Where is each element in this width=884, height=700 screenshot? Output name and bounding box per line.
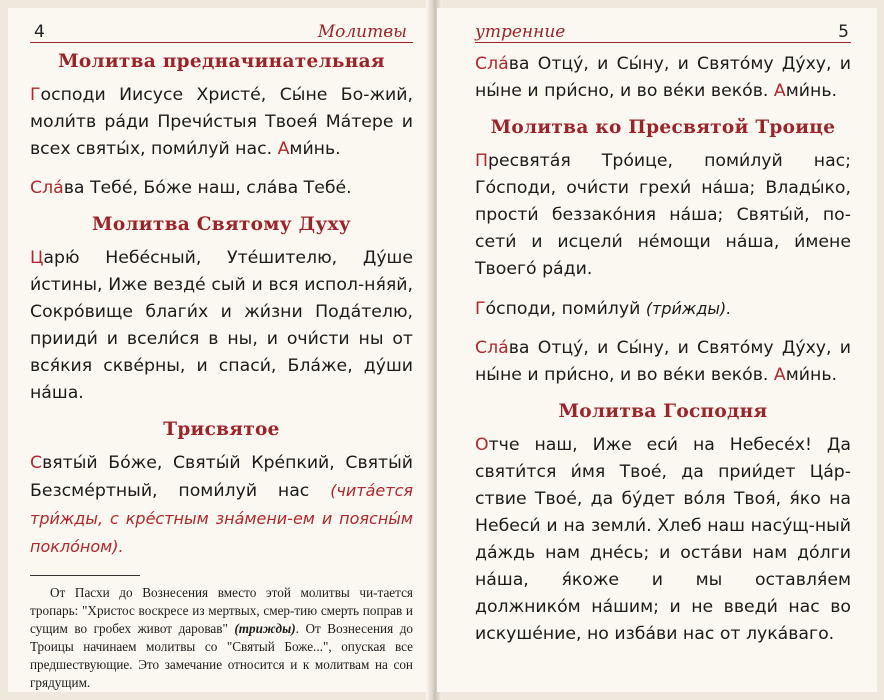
drop-cap: П <box>475 151 488 171</box>
heading-prayer-holy-spirit: Молитва Святому Духу <box>92 214 351 235</box>
footnote-text: От Пасхи до Вознесения вместо этой молитвы чи-тается тропарь: "Христос воскресе из мертвых, смер-тию смерть поправ и сущим во гробех живот даровав" <box>30 585 413 636</box>
paragraph-lords-prayer <box>475 432 851 648</box>
drop-cap: Ц <box>30 248 44 268</box>
paragraph-text: ресвята́я Тро́ице, поми́луй нас; Го́споди, очи́сти грехи́ на́ша; Влады́ко, прости́ беззако́ния на́ша; Святы́й, по-сети́ и исцели́ не́мощи на́ша, и́мене Твоего́ ра́ди. <box>475 151 851 279</box>
drop-cap: О <box>475 435 489 455</box>
heading-lords-prayer: Молитва Господня <box>558 401 768 422</box>
paragraph-glory-top <box>475 51 851 105</box>
paragraph-text: тче наш, Иже еси́ на Небесе́х! Да святи́тся и́мя Твое́, да прии́дет Ца́р-ствие Твое́, да бу́дет во́ля Твоя́, я́ко на Небеси́ и на земли́. Хлеб наш насу́щ-ный да́ждь нам дне́сь; и оста́ви нам до́лги на́ша, я́коже и мы оставля́ем должнико́м на́шим; и не введи́ нас во искуше́ние, но изба́ви нас от лука́ваго. <box>475 435 851 644</box>
paragraph-preliminary-2 <box>30 175 413 202</box>
footnote-emphasis: (трижды) <box>234 621 296 636</box>
drop-cap: А <box>773 365 786 385</box>
paragraph-text: ́ва Отцу́, и Сы́ну, и Свято́му Ду́ху, и ны́не и при́сно, и во ве́ки веко́в. <box>475 338 851 385</box>
heading-prayer-trinity: Молитва ко Пресвятой Троице <box>490 117 836 138</box>
footnote <box>30 584 413 692</box>
paragraph-text: ми́нь. <box>785 81 837 101</box>
drop-cap: А <box>773 81 786 101</box>
heading-trisagion: Трисвятое <box>163 419 280 440</box>
paragraph-text: ́ва Тебе́, Бо́же наш, сла́ва Тебе́. <box>63 178 352 198</box>
running-title-left: Молитвы <box>317 22 407 42</box>
heading-prayer-preliminary: Молитва предначинательная <box>58 51 385 72</box>
paragraph-text: ́ва Отцу́, и Сы́ну, и Свято́му Ду́ху, и ны́не и при́сно, и во ве́ки веко́в. <box>475 54 851 101</box>
page-number-right: 5 <box>838 22 849 42</box>
rubric-note: (чита́ется три́жды, с кре́стным зна́мени-ем и поясны́м покло́ном). <box>30 481 413 556</box>
drop-cap: С <box>30 453 43 473</box>
paragraph-preliminary-1 <box>30 82 413 163</box>
paragraph-trinity <box>475 148 851 283</box>
paragraph-glory-second <box>475 335 851 389</box>
paragraph-trisagion <box>30 450 413 561</box>
paragraph-lord-have-mercy <box>475 295 851 323</box>
footnote-text: . От Вознесения до Троицы начинаем молитвы со "Святый Боже...", опуская все предшествующие. Это замечание относится и к молитвам на сон грядущим. <box>30 621 413 690</box>
page-number-left: 4 <box>34 22 45 42</box>
rubric-note: (три́жды). <box>645 299 732 318</box>
paragraph-text: вяты́й Бо́же, Святы́й Кре́пкий, Святы́й Безсме́ртный, поми́луй нас <box>30 453 413 501</box>
drop-cap: Сла <box>475 338 509 358</box>
drop-cap: Сла <box>30 178 64 198</box>
drop-cap: Г <box>30 85 41 105</box>
paragraph-text: осподи Иисусе Христе́, Сы́не Бо-жий, моли́тв ра́ди Пречи́стыя Твоея́ Ма́тере и всех святы́х, поми́луй нас. <box>30 85 413 159</box>
footnote-rule <box>30 575 140 576</box>
paragraph-text: ми́нь. <box>785 365 837 385</box>
left-running-head <box>30 8 413 43</box>
drop-cap: Сла <box>475 54 509 74</box>
running-title-right: утренние <box>475 22 566 42</box>
paragraph-text: арю́ Небе́сный, Уте́шителю, Ду́ше и́стины, Иже везде́ сый и вся испол-ня́яй, Сокро́вище благи́х и жи́зни Пода́телю, прииди́ и всели́ся в ны, и очи́сти ны от вся́кия скве́рны, и спаси́, Бла́же, ду́ши на́ша. <box>30 248 413 403</box>
left-page <box>8 8 429 692</box>
right-page <box>437 8 877 692</box>
right-running-head <box>475 8 851 43</box>
paragraph-holy-spirit <box>30 245 413 407</box>
paragraph-text: ми́нь. <box>289 139 341 159</box>
drop-cap: Г <box>475 299 486 319</box>
paragraph-text: о́споди, поми́луй <box>485 299 641 319</box>
drop-cap: А <box>277 139 290 159</box>
